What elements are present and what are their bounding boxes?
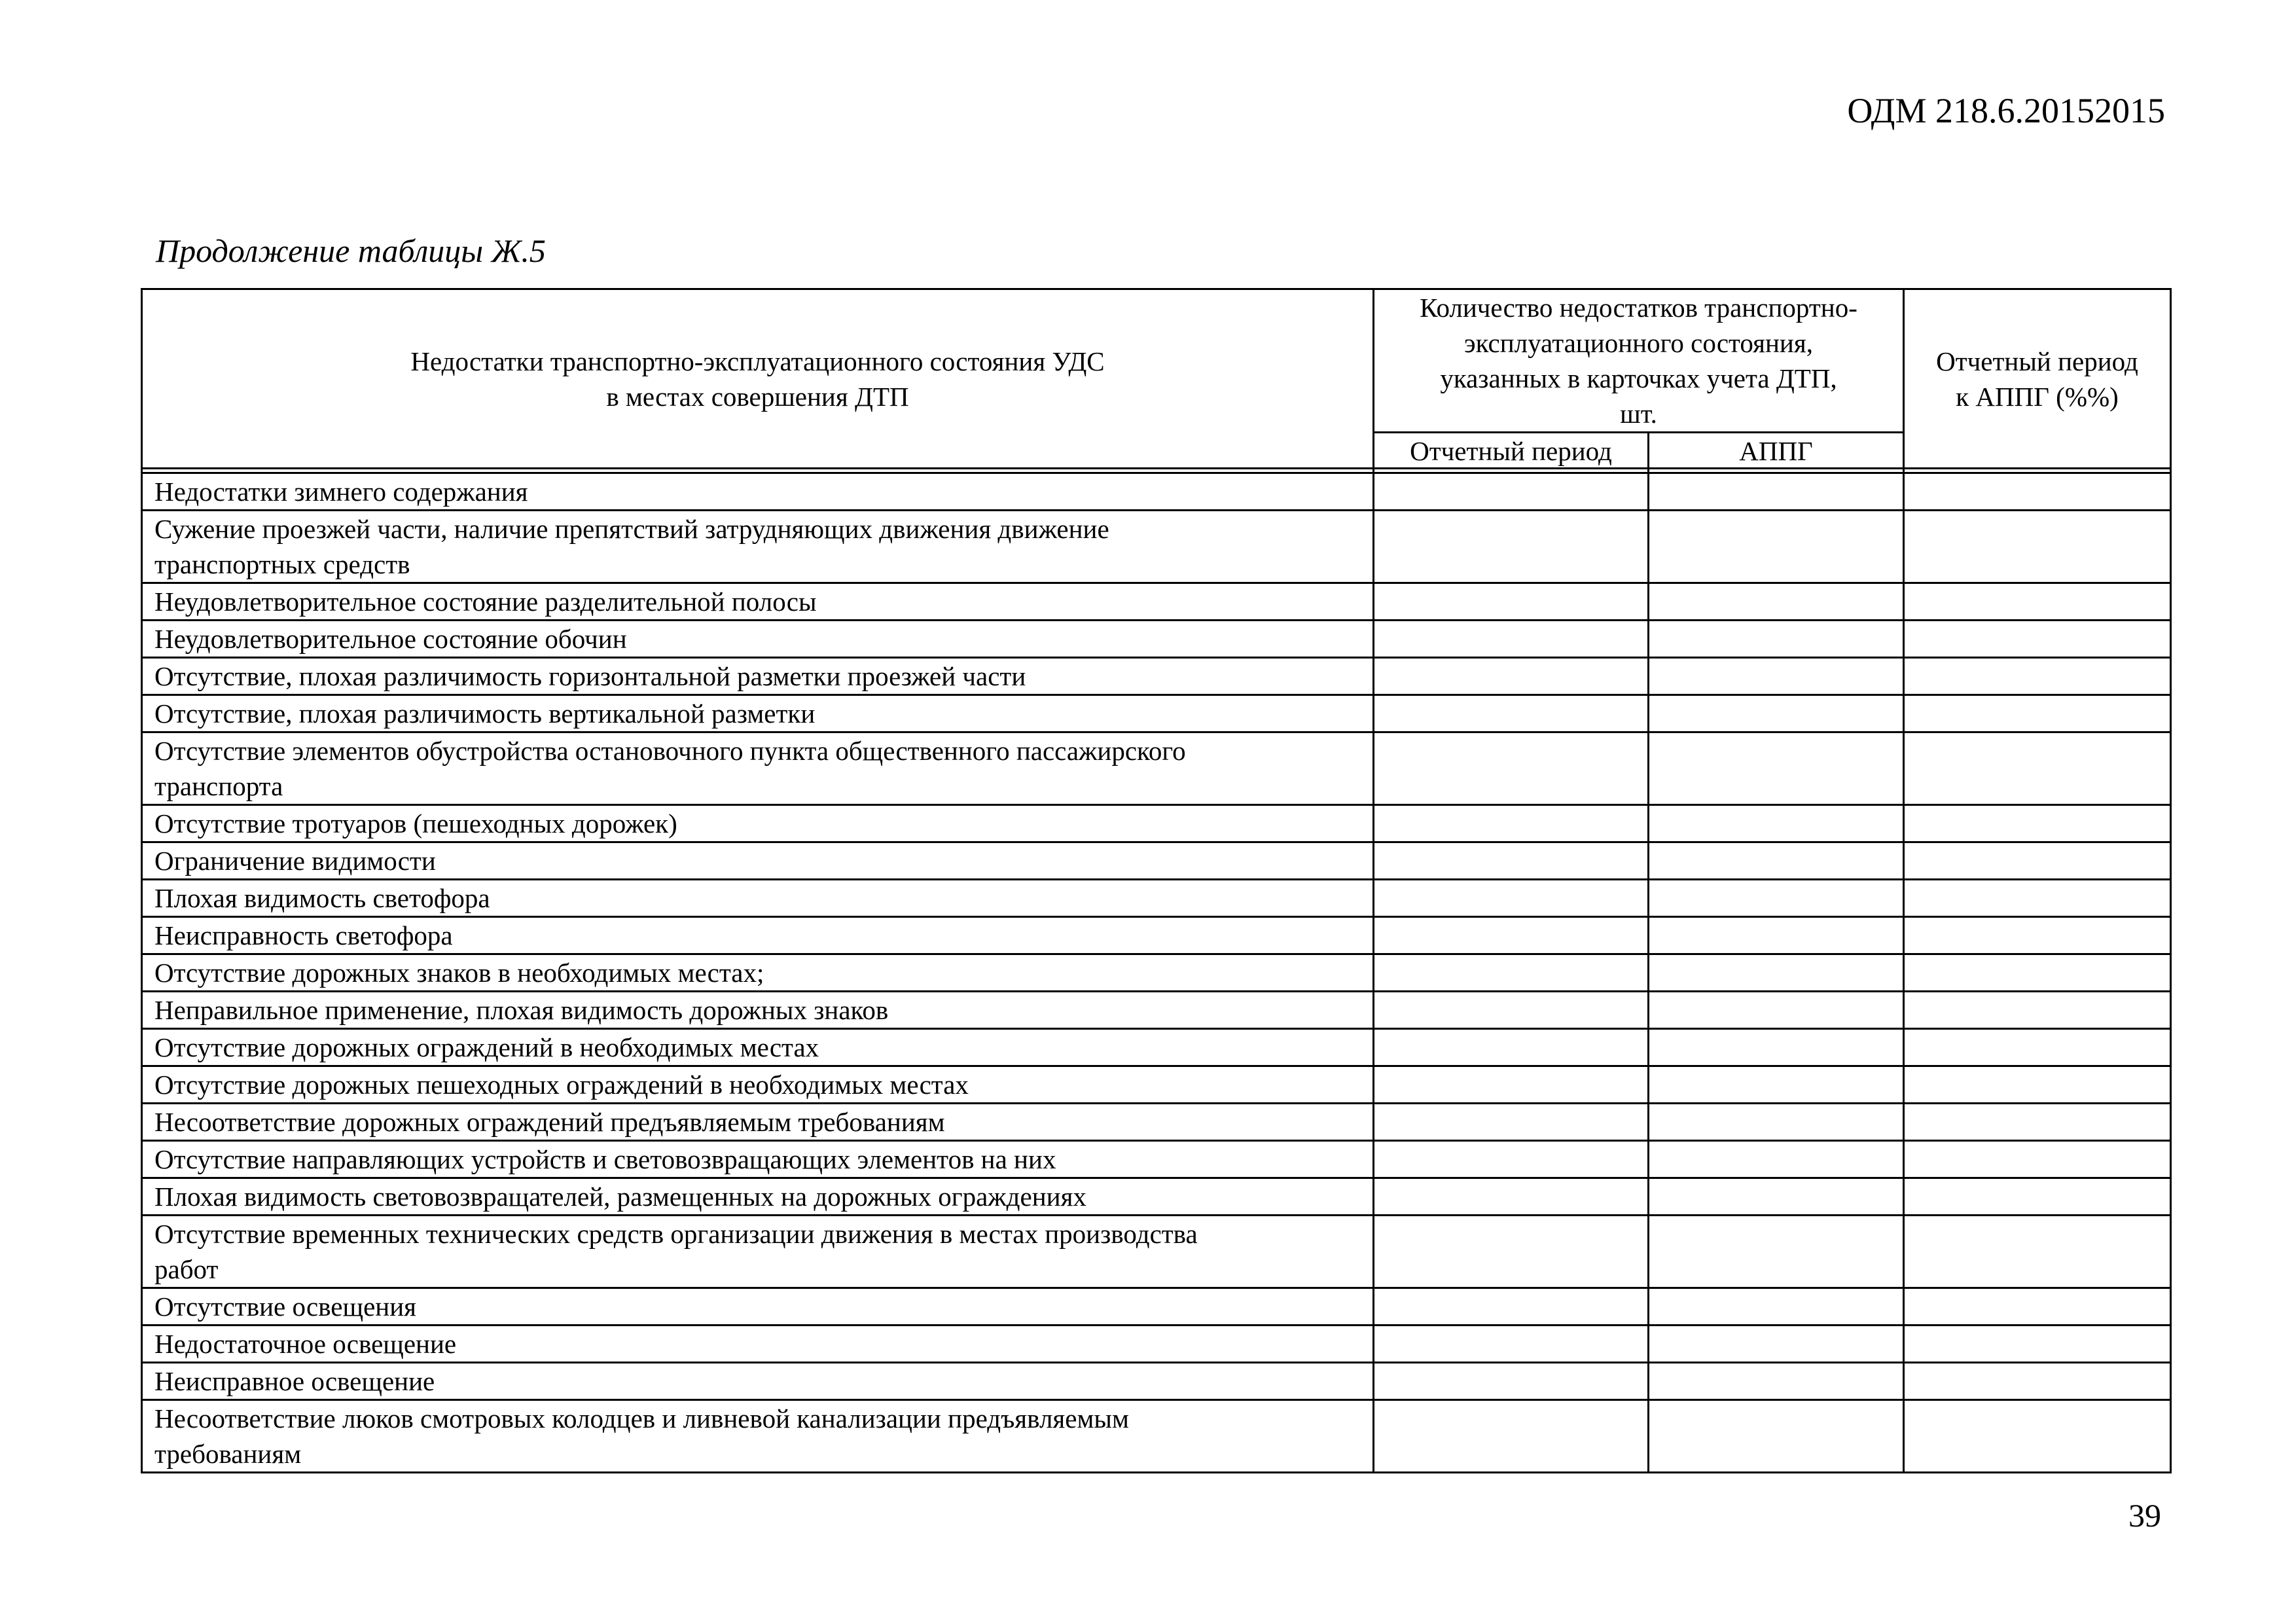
defect-cell [142,1066,1374,1104]
reporting-period-cell [1374,1178,1649,1216]
reporting-period-cell [1374,1141,1649,1178]
table-caption: Продолжение таблицы Ж.5 [156,232,546,269]
subheader-reporting-period: Отчетный период [1374,433,1649,469]
reporting-period-cell [1374,1288,1649,1326]
ratio-cell [1904,695,2171,732]
table-row [142,1216,2171,1288]
defect-text: Плохая видимость светофора [154,883,490,913]
table-row [142,917,2171,954]
defect-cell [142,992,1374,1029]
appg-cell [1649,732,1904,805]
defect-text: Отсутствие дорожных пешеходных ограждений в необходимых местах [154,1070,969,1100]
reporting-period-cell [1374,1029,1649,1066]
table-row [142,880,2171,917]
defect-cell [142,511,1374,583]
ratio-cell [1904,1178,2171,1216]
ratio-cell [1904,473,2171,511]
page-number: 39 [2128,1497,2161,1534]
reporting-period-cell [1374,473,1649,511]
ratio-cell [1904,842,2171,880]
table-row [142,658,2171,695]
defect-cell [142,1288,1374,1326]
header-separator [142,469,2171,473]
table-row [142,1363,2171,1400]
column-header-quantity-line1: Количество недостатков транспортно- [1420,293,1857,323]
defect-cell [142,842,1374,880]
appg-cell [1649,1400,1904,1473]
ratio-cell [1904,1288,2171,1326]
table-row [142,1066,2171,1104]
column-header-ratio-line1: Отчетный период [1936,346,2138,376]
column-header-quantity-line2: эксплуатационного состояния, [1464,328,1813,358]
defect-text: Неисправность светофора [154,920,453,950]
defect-text: Отсутствие дорожных знаков в необходимых местах; [154,958,764,988]
column-header-ratio [1904,289,2171,469]
reporting-period-cell [1374,1104,1649,1141]
defect-cell [142,583,1374,621]
ratio-cell [1904,1141,2171,1178]
table-row [142,1400,2171,1473]
defect-text: Отсутствие тротуаров (пешеходных дорожек) [154,808,677,839]
reporting-period-cell [1374,805,1649,842]
appg-cell [1649,1363,1904,1400]
defect-text: Несоответствие дорожных ограждений предъявляемым требованиям [154,1107,945,1137]
defects-table [141,288,2172,1473]
table-row [142,511,2171,583]
document-code: ОДМ 218.6.20152015 [1847,91,2165,130]
defect-cell [142,880,1374,917]
appg-cell [1649,1326,1904,1363]
defect-text: Отсутствие, плохая различимость вертикальной разметки [154,698,816,729]
defect-text: Несоответствие люков смотровых колодцев и ливневой канализации предъявляемым [154,1403,1129,1434]
appg-cell [1649,842,1904,880]
defect-cell [142,954,1374,992]
table-row [142,1326,2171,1363]
reporting-period-cell [1374,1326,1649,1363]
defect-text: Ограничение видимости [154,846,436,876]
table-row [142,1178,2171,1216]
defect-text: работ [154,1254,219,1284]
defect-text: Отсутствие освещения [154,1291,417,1322]
table-row [142,805,2171,842]
reporting-period-cell [1374,583,1649,621]
defect-text: Отсутствие, плохая различимость горизонтальной разметки проезжей части [154,661,1026,691]
reporting-period-cell [1374,658,1649,695]
reporting-period-cell [1374,1400,1649,1473]
ratio-cell [1904,511,2171,583]
reporting-period-cell [1374,1066,1649,1104]
defect-text: Отсутствие временных технических средств организации движения в местах производства [154,1219,1198,1249]
defect-text: Отсутствие дорожных ограждений в необходимых местах [154,1032,819,1062]
ratio-cell [1904,1363,2171,1400]
column-header-quantity [1374,289,1904,433]
ratio-cell [1904,1066,2171,1104]
reporting-period-cell [1374,732,1649,805]
table-row [142,842,2171,880]
reporting-period-cell [1374,992,1649,1029]
defect-text: Неудовлетворительное состояние обочин [154,624,627,654]
defect-text: Плохая видимость световозвращателей, размещенных на дорожных ограждениях [154,1182,1086,1212]
defect-cell [142,621,1374,658]
table-row [142,992,2171,1029]
defect-text: транспорта [154,771,283,801]
reporting-period-cell [1374,511,1649,583]
table-row [142,954,2171,992]
defect-cell [142,658,1374,695]
appg-cell [1649,1216,1904,1288]
reporting-period-cell [1374,954,1649,992]
appg-cell [1649,1066,1904,1104]
column-header-defects [142,289,1374,469]
defect-text: Недостаточное освещение [154,1329,457,1359]
defect-cell [142,695,1374,732]
ratio-cell [1904,1104,2171,1141]
table-row [142,621,2171,658]
reporting-period-cell [1374,1216,1649,1288]
appg-cell [1649,1288,1904,1326]
table-row [142,732,2171,805]
ratio-cell [1904,805,2171,842]
appg-cell [1649,511,1904,583]
subheader-appg: АППГ [1649,433,1904,469]
table-row [142,1288,2171,1326]
reporting-period-cell [1374,880,1649,917]
reporting-period-cell [1374,842,1649,880]
appg-cell [1649,1029,1904,1066]
reporting-period-cell [1374,621,1649,658]
column-header-quantity-line3: указанных в карточках учета ДТП, [1440,363,1837,393]
table-row [142,1029,2171,1066]
ratio-cell [1904,992,2171,1029]
defect-text: Недостатки зимнего содержания [154,477,528,507]
ratio-cell [1904,621,2171,658]
defect-cell [142,1178,1374,1216]
defect-text: Неправильное применение, плохая видимость дорожных знаков [154,995,889,1025]
appg-cell [1649,992,1904,1029]
appg-cell [1649,473,1904,511]
appg-cell [1649,1141,1904,1178]
defect-text: Отсутствие элементов обустройства остановочного пункта общественного пассажирского [154,736,1186,766]
appg-cell [1649,880,1904,917]
appg-cell [1649,954,1904,992]
defect-cell [142,732,1374,805]
appg-cell [1649,805,1904,842]
reporting-period-cell [1374,917,1649,954]
ratio-cell [1904,732,2171,805]
defect-text: Неисправное освещение [154,1366,435,1396]
column-header-ratio-line2: к АППГ (%%) [1956,381,2119,412]
defect-cell [142,1029,1374,1066]
defect-text: Отсутствие направляющих устройств и световозвращающих элементов на них [154,1144,1056,1174]
table-row [142,583,2171,621]
ratio-cell [1904,1029,2171,1066]
table-row [142,1104,2171,1141]
ratio-cell [1904,1400,2171,1473]
ratio-cell [1904,954,2171,992]
appg-cell [1649,621,1904,658]
table-row [142,1141,2171,1178]
defect-cell [142,473,1374,511]
defect-cell [142,1141,1374,1178]
ratio-cell [1904,1326,2171,1363]
appg-cell [1649,695,1904,732]
appg-cell [1649,583,1904,621]
ratio-cell [1904,880,2171,917]
defect-cell [142,917,1374,954]
appg-cell [1649,1104,1904,1141]
appg-cell [1649,1178,1904,1216]
defect-cell [142,1326,1374,1363]
defect-cell [142,1216,1374,1288]
column-header-defects-line1: Недостатки транспортно-эксплуатационного состояния УДС [410,346,1105,376]
column-header-defects-line2: в местах совершения ДТП [606,381,909,412]
ratio-cell [1904,658,2171,695]
column-header-quantity-line4: шт. [1620,399,1657,429]
ratio-cell [1904,917,2171,954]
defect-text: требованиям [154,1439,302,1469]
defect-text: транспортных средств [154,549,410,579]
table-row [142,695,2171,732]
ratio-cell [1904,1216,2171,1288]
defect-cell [142,1363,1374,1400]
reporting-period-cell [1374,1363,1649,1400]
appg-cell [1649,917,1904,954]
table-row [142,473,2171,511]
appg-cell [1649,658,1904,695]
defect-cell [142,805,1374,842]
defect-text: Сужение проезжей части, наличие препятствий затрудняющих движения движение [154,514,1109,544]
defect-cell [142,1104,1374,1141]
reporting-period-cell [1374,695,1649,732]
defect-cell [142,1400,1374,1473]
defect-text: Неудовлетворительное состояние разделительной полосы [154,586,817,617]
ratio-cell [1904,583,2171,621]
